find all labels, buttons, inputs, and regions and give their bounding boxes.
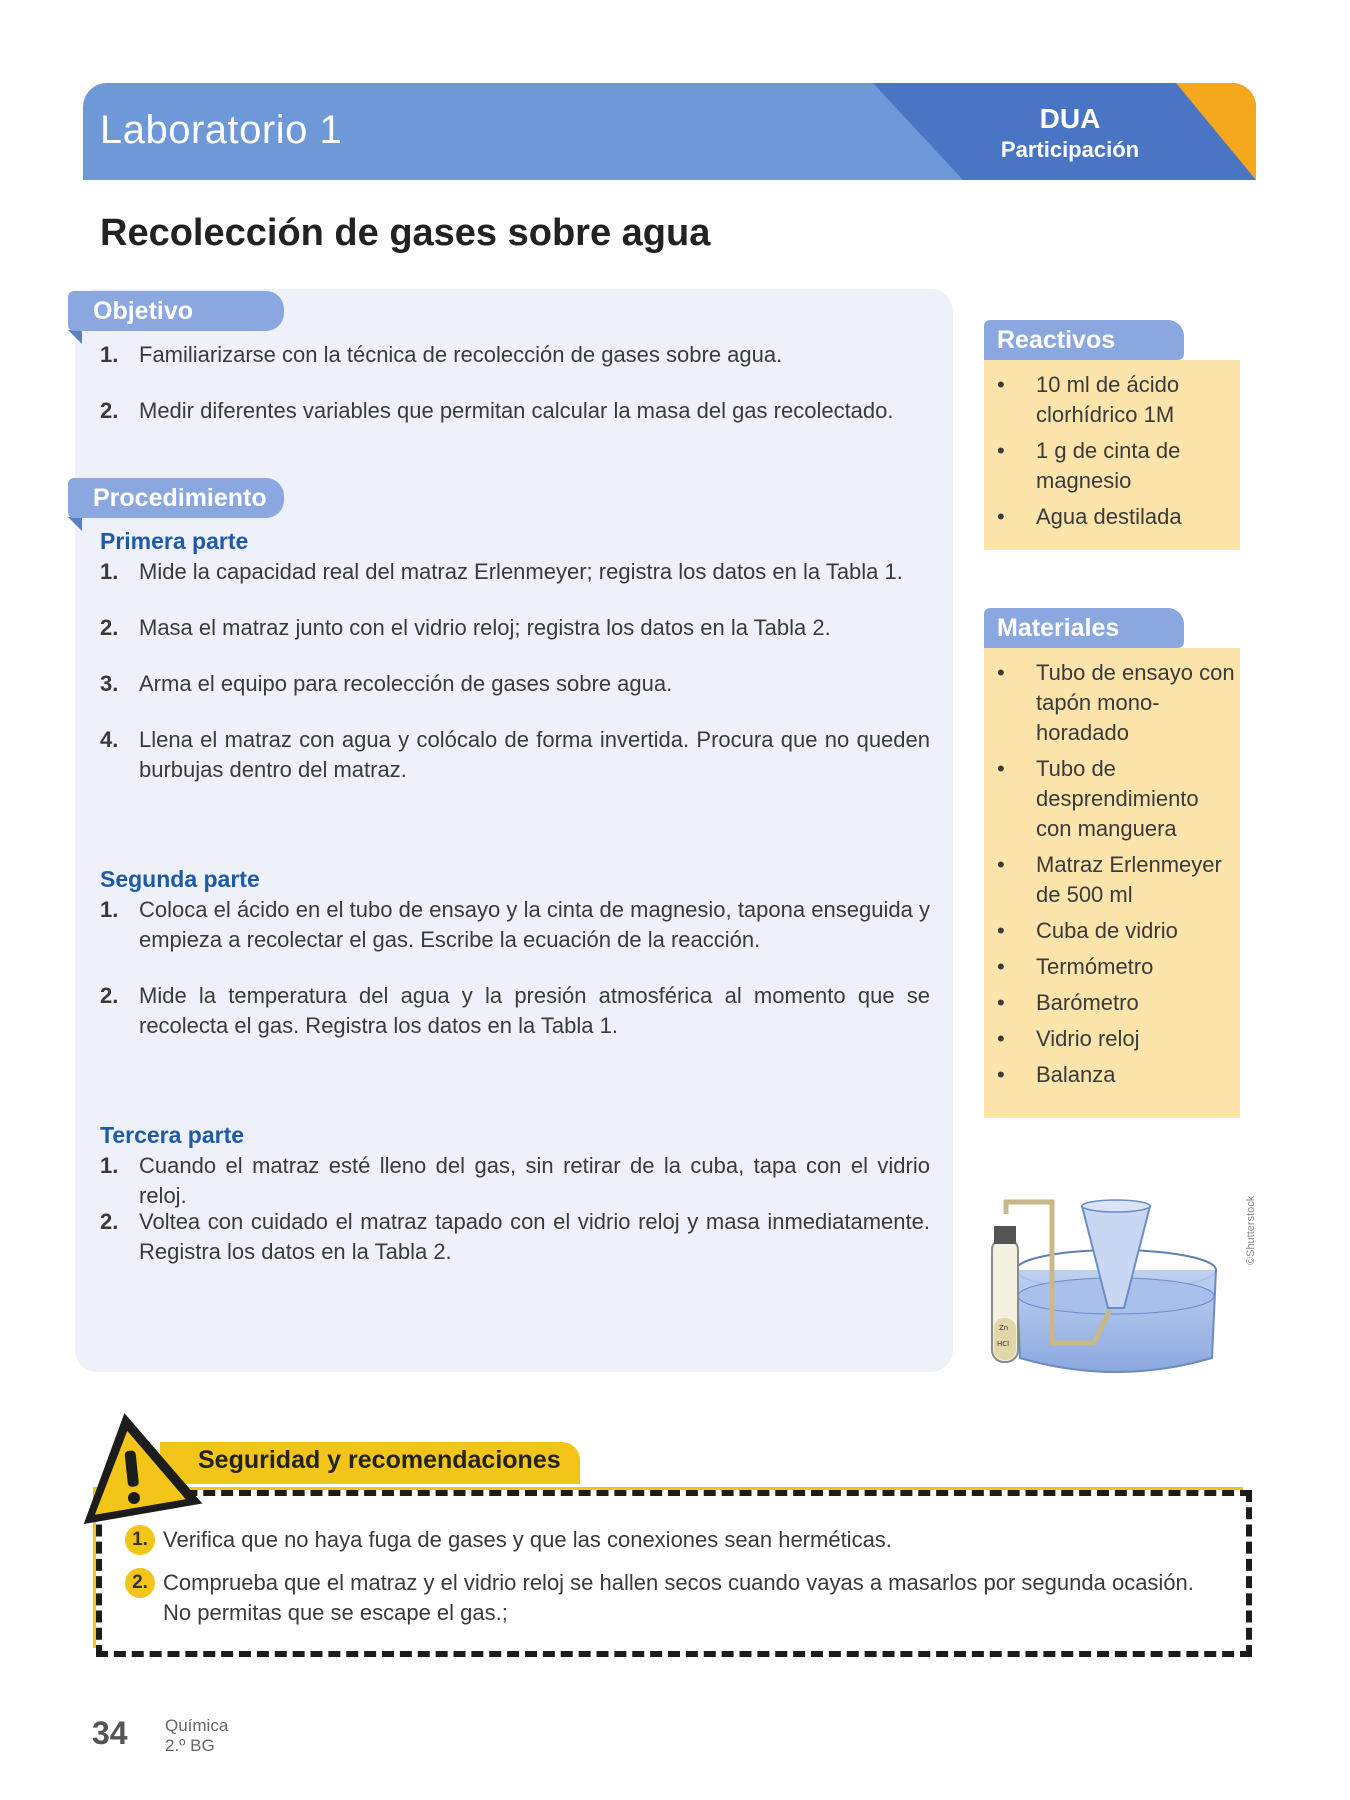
safety-item-text: Comprueba que el matraz y el vidrio reloj se hallen secos cuando vayas a masarlos por segunda ocasión. No permitas que se escape el gas.; xyxy=(163,1570,1194,1625)
safety-number-badge: 2. xyxy=(125,1568,155,1598)
warning-icon xyxy=(74,1406,204,1524)
item-text: Mide la temperatura del agua y la presión atmosférica al momento que se recolecta el gas. Registra los datos en la Tabla 1. xyxy=(139,983,930,1038)
item-text: Familiarizarse con la técnica de recolección de gases sobre agua. xyxy=(139,342,783,367)
lab-title: Laboratorio 1 xyxy=(100,108,343,152)
list-item: • Cuba de vidrio xyxy=(984,916,1236,946)
tab-fold xyxy=(68,330,82,344)
item-text: Cuando el matraz esté lleno del gas, sin retirar de la cuba, tapa con el vidrio reloj. xyxy=(139,1153,930,1208)
reactivos-list xyxy=(984,370,1234,538)
item-text: Mide la capacidad real del matraz Erlenmeyer; registra los datos en la Tabla 1. xyxy=(139,559,903,584)
grade-level: 2.º BG xyxy=(165,1736,215,1755)
gas-collection-illustration xyxy=(984,1198,1234,1383)
item-number: 1. xyxy=(100,559,119,584)
primera-parte-list xyxy=(100,557,930,797)
item-number: 2. xyxy=(100,1209,119,1234)
objetivo-list xyxy=(100,340,930,460)
item-number: 3. xyxy=(100,671,119,696)
segunda-parte-list xyxy=(100,895,930,1045)
dua-subtitle: Participación xyxy=(1000,137,1140,162)
item-text: Masa el matraz junto con el vidrio reloj; registra los datos en la Tabla 2. xyxy=(139,615,831,640)
subject-name: Química xyxy=(165,1716,229,1735)
item-text: Arma el equipo para recolección de gases sobre agua. xyxy=(139,671,673,696)
item-number: 2. xyxy=(100,615,119,640)
image-credit: ©Shutterstock xyxy=(1245,1195,1257,1265)
list-item: • Tubo de ensayo con tapón mono-horadado xyxy=(984,658,1236,748)
list-item: • 10 ml de ácido clorhídrico 1M xyxy=(984,370,1234,430)
page-title: Recolección de gases sobre agua xyxy=(100,212,711,254)
tercera-parte-list xyxy=(100,1151,930,1271)
list-item: • Barómetro xyxy=(984,988,1236,1018)
list-item: • 1 g de cinta de magnesio xyxy=(984,436,1234,496)
tercera-parte-heading: Tercera parte xyxy=(100,1122,245,1148)
list-item: • Vidrio reloj xyxy=(984,1024,1236,1054)
item-text: Voltea con cuidado el matraz tapado con el vidrio reloj y masa inmediatamente. Registra los datos en la Tabla 2. xyxy=(139,1209,930,1264)
list-item: • Matraz Erlenmeyer de 500 ml xyxy=(984,850,1236,910)
primera-parte-heading: Primera parte xyxy=(100,528,249,554)
list-item: • Balanza xyxy=(984,1060,1236,1090)
safety-title: Seguridad y recomendaciones xyxy=(198,1446,561,1474)
tube-label-hcl: HCl xyxy=(997,1340,1010,1348)
item-text: Coloca el ácido en el tubo de ensayo y la cinta de magnesio, tapona enseguida y empieza a recolectar el gas. Escribe la ecuación de la reacción. xyxy=(139,897,930,952)
tab-fold xyxy=(68,517,82,531)
list-item: • Termómetro xyxy=(984,952,1236,982)
safety-item-text: Verifica que no haya fuga de gases y que las conexiones sean herméticas. xyxy=(163,1527,892,1552)
footer-subject xyxy=(165,1716,228,1756)
materiales-tab: Materiales xyxy=(984,608,1184,648)
item-text: Medir diferentes variables que permitan calcular la masa del gas recolectado. xyxy=(139,398,894,423)
item-number: 1. xyxy=(100,1153,119,1178)
reactivos-tab: Reactivos xyxy=(984,320,1184,360)
procedimiento-tab: Procedimiento xyxy=(68,478,284,518)
item-number: 4. xyxy=(100,727,119,752)
materiales-list xyxy=(984,658,1236,1096)
item-number: 1. xyxy=(100,897,119,922)
list-item: • Tubo de desprendimiento con manguera xyxy=(984,754,1236,844)
item-number: 1. xyxy=(100,342,119,367)
dua-title: DUA xyxy=(1039,103,1101,134)
list-item: • Agua destilada xyxy=(984,502,1234,532)
page-number: 34 xyxy=(92,1715,128,1751)
segunda-parte-heading: Segunda parte xyxy=(100,866,260,892)
objetivo-tab: Objetivo xyxy=(68,291,284,331)
item-text: Llena el matraz con agua y colócalo de forma invertida. Procura que no queden burbujas dentro del matraz. xyxy=(139,727,930,782)
tube-label-zn: Zn xyxy=(999,1324,1009,1332)
safety-number-badge: 1. xyxy=(125,1525,155,1555)
item-number: 2. xyxy=(100,983,119,1008)
item-number: 2. xyxy=(100,398,119,423)
